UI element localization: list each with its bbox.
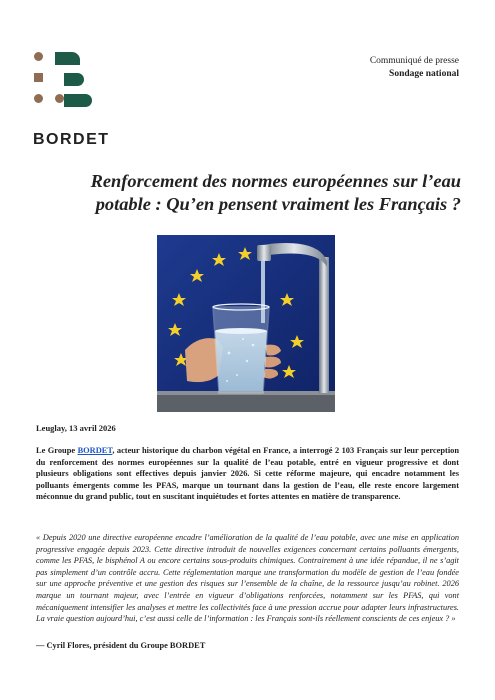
brand-name: BORDET bbox=[33, 131, 110, 148]
logo-shape-top bbox=[55, 52, 80, 65]
logo-shape-bottom bbox=[64, 94, 92, 107]
logo-shape-middle bbox=[64, 73, 84, 86]
logo-dot bbox=[34, 94, 43, 103]
doc-category-label: Sondage national bbox=[389, 69, 459, 79]
bordet-logo-mark bbox=[34, 52, 98, 110]
dateline: Leuglay, 13 avril 2026 bbox=[36, 423, 116, 433]
logo-dot bbox=[55, 94, 64, 103]
glass-of-water-photo bbox=[157, 235, 335, 412]
president-quote: « Depuis 2020 une directive européenne encadre l’amélioration de la qualité de l’eau potable, avec une mise en application progressive engagée depuis 2023. Cette directive introduit de nouvelles exigences concernant certains polluants émergents, comme les PFAS, le bisphénol A ou encore certains sous-produits chimiques. Contrairement à une idée répandue, il ne s’agit pas simplement d’un contrôle accru. Cette réglementation marque une transformation du modèle de gestion de l’eau fondée sur une approche préventive et une gestion des risques sur l’ensemble de la chaîne, de la ressource jusqu’au robinet. 2026 marque un tournant majeur, avec l’entrée en vigueur d’obligations renforcées, notamment sur les PFAS, qui vont mécaniquement intensifier les analyses et mettre les collectivités face à une pression accrue pour adapter leurs infrastructures. La vraie question aujourd’hui, c’est aussi celle de l’information : les Français sont-ils réellement conscients de ces enjeux ? » bbox=[36, 533, 459, 624]
page-title: Renforcement des normes européennes sur l’eau potable : Qu’en pensent vraiment les Français ? bbox=[90, 171, 461, 214]
intro-paragraph bbox=[36, 445, 459, 503]
intro-text: , acteur historique du charbon végétal en France, a interrogé 2 103 Français sur leur perception du renforcement des normes européennes sur la qualité de l’eau potable, entré en vigueur progressive et dont plusieurs obligations sont effectives depuis janvier 2026. Si cette réforme majeure, qui encadre notamment les polluants émergents comme les PFAS, marque un tournant dans la gestion de l’eau, elle reste encore largement méconnue du grand public, tout en suscitant inquiétudes et fortes attentes en matière de transparence. bbox=[36, 446, 459, 502]
quote-signature: — Cyril Flores, président du Groupe BORDET bbox=[36, 641, 206, 650]
intro-prefix: Le Groupe bbox=[36, 446, 78, 455]
doc-type-label: Communiqué de presse bbox=[369, 56, 459, 66]
logo-dot bbox=[34, 52, 43, 61]
document-header bbox=[370, 55, 459, 81]
bordet-link[interactable]: BORDET bbox=[77, 446, 113, 455]
logo-square bbox=[34, 73, 43, 82]
